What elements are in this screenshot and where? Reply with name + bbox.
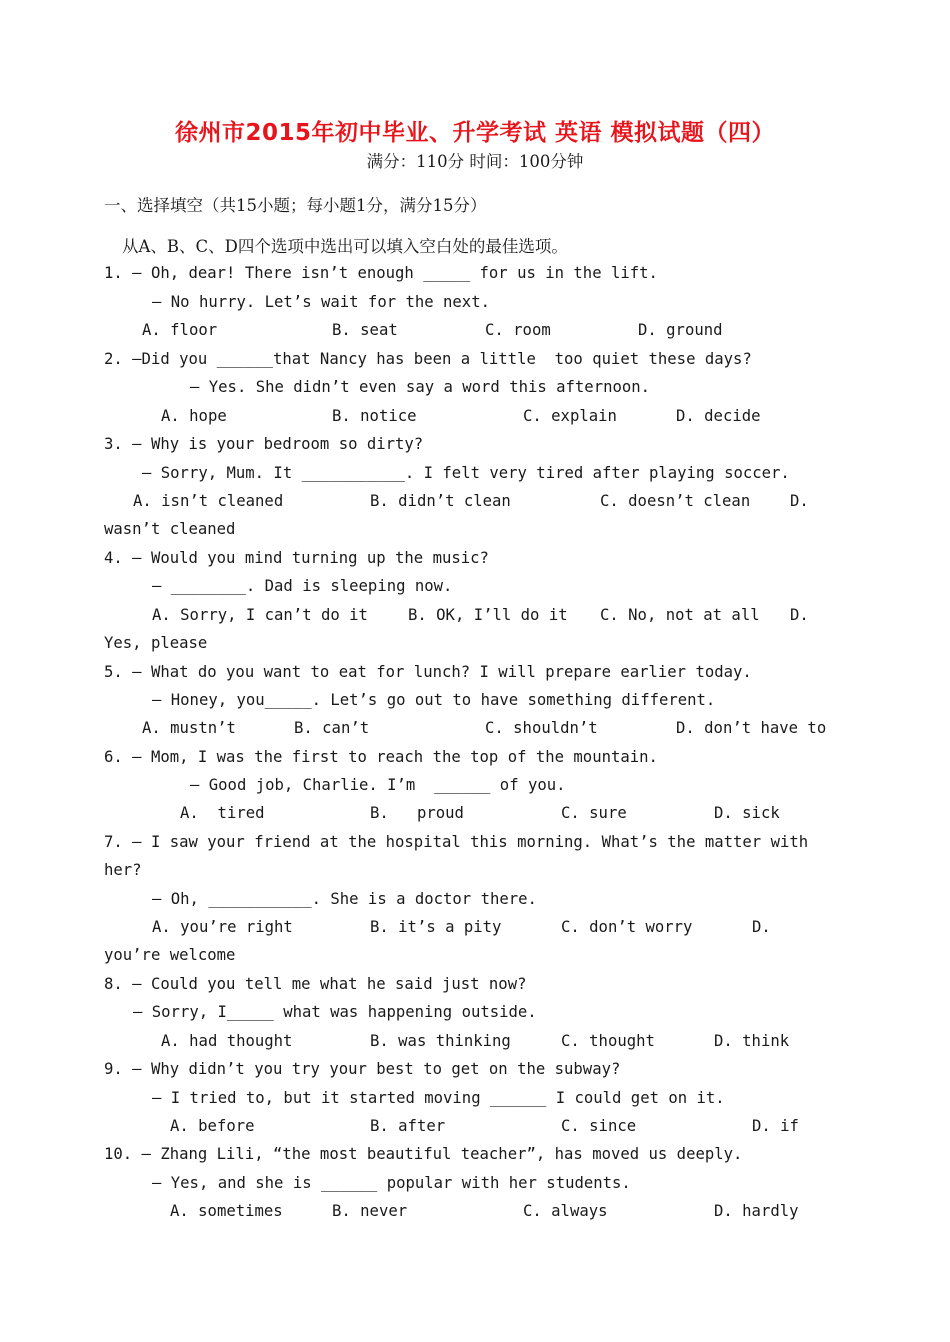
question-7-option-d-text: you’re welcome xyxy=(104,946,236,964)
question-4-reply: — ________. Dad is sleeping now. xyxy=(152,577,453,595)
question-2-reply: — Yes. She didn’t even say a word this afternoon. xyxy=(190,378,651,396)
question-3-reply: — Sorry, Mum. It ___________. I felt very tired after playing soccer. xyxy=(142,464,790,482)
question-10-option-d: D. hardly xyxy=(714,1202,799,1220)
question-5-stem: 5. — What do you want to eat for lunch? I will prepare earlier today. xyxy=(104,663,752,681)
question-3-option-c: C. doesn’t clean xyxy=(600,492,751,510)
question-1-option-b: B. seat xyxy=(332,321,398,339)
question-6-option-d: D. sick xyxy=(714,804,780,822)
question-8-option-d: D. think xyxy=(714,1032,790,1050)
question-10-option-a: A. sometimes xyxy=(170,1202,283,1220)
question-2-option-a: A. hope xyxy=(161,407,227,425)
question-8-stem: 8. — Could you tell me what he said just now? xyxy=(104,975,527,993)
question-8-option-a: A. had thought xyxy=(161,1032,293,1050)
question-5-option-c: C. shouldn’t xyxy=(485,719,598,737)
question-9-reply: — I tried to, but it started moving ______ I could get on it. xyxy=(152,1089,725,1107)
question-1-option-d: D. ground xyxy=(638,321,723,339)
question-7-option-b: B. it’s a pity xyxy=(370,918,502,936)
question-9-option-a: A. before xyxy=(170,1117,255,1135)
question-6-reply: — Good job, Charlie. I’m ______ of you. xyxy=(190,776,566,794)
question-5-option-b: B. can’t xyxy=(294,719,370,737)
question-6-option-b: B. proud xyxy=(370,804,464,822)
question-7-option-c: C. don’t worry xyxy=(561,918,693,936)
question-9-option-b: B. after xyxy=(370,1117,446,1135)
question-1-option-c: C. room xyxy=(485,321,551,339)
question-5-option-d: D. don’t have to xyxy=(676,719,827,737)
section-instruction: 从A、B、C、D四个选项中选出可以填入空白处的最佳选项。 xyxy=(122,237,568,256)
question-10-option-c: C. always xyxy=(523,1202,608,1220)
question-1-stem: 1. — Oh, dear! There isn’t enough _____ for us in the lift. xyxy=(104,264,658,282)
question-9-stem: 9. — Why didn’t you try your best to get on the subway? xyxy=(104,1060,621,1078)
question-2-stem: 2. —Did you ______that Nancy has been a little too quiet these days? xyxy=(104,350,752,368)
question-10-stem: 10. — Zhang Lili, “the most beautiful teacher”, has moved us deeply. xyxy=(104,1145,743,1163)
question-4-option-d-text: Yes, please xyxy=(104,634,208,652)
question-6-stem: 6. — Mom, I was the first to reach the top of the mountain. xyxy=(104,748,658,766)
question-4-option-d: D. xyxy=(790,606,809,624)
question-9-option-d: D. if xyxy=(752,1117,799,1135)
question-4-option-a: A. Sorry, I can’t do it xyxy=(152,606,368,624)
question-6-option-a: A. tired xyxy=(180,804,265,822)
section-heading: 一、选择填空（共15小题；每小题1分，满分15分） xyxy=(104,196,487,215)
question-8-option-b: B. was thinking xyxy=(370,1032,511,1050)
exam-meta: 满分：110分 时间：100分钟 xyxy=(366,152,584,171)
question-9-option-c: C. since xyxy=(561,1117,637,1135)
question-10-option-b: B. never xyxy=(332,1202,408,1220)
question-5-option-a: A. mustn’t xyxy=(142,719,236,737)
question-3-stem: 3. — Why is your bedroom so dirty? xyxy=(104,435,424,453)
question-7-option-a: A. you’re right xyxy=(152,918,293,936)
question-8-option-c: C. thought xyxy=(561,1032,655,1050)
question-4-option-b: B. OK, I’ll do it xyxy=(408,606,568,624)
question-8-reply: — Sorry, I_____ what was happening outside. xyxy=(133,1003,537,1021)
exam-title: 徐州市2015年初中毕业、升学考试 英语 模拟试题（四） xyxy=(174,120,776,146)
question-7-option-d: D. xyxy=(752,918,771,936)
question-4-option-c: C. No, not at all xyxy=(600,606,760,624)
question-10-reply: — Yes, and she is ______ popular with her students. xyxy=(152,1174,631,1192)
question-7-reply: — Oh, ___________. She is a doctor there. xyxy=(152,890,537,908)
question-1-option-a: A. floor xyxy=(142,321,218,339)
question-3-option-b: B. didn’t clean xyxy=(370,492,511,510)
question-2-option-b: B. notice xyxy=(332,407,417,425)
question-6-option-c: C. sure xyxy=(561,804,627,822)
question-4-stem: 4. — Would you mind turning up the music? xyxy=(104,549,489,567)
question-3-option-a: A. isn’t cleaned xyxy=(133,492,284,510)
question-2-option-d: D. decide xyxy=(676,407,761,425)
question-2-option-c: C. explain xyxy=(523,407,617,425)
question-1-reply: — No hurry. Let’s wait for the next. xyxy=(152,293,490,311)
question-7-stem: 7. — I saw your friend at the hospital this morning. What’s the matter with xyxy=(104,833,809,851)
question-3-option-d: D. xyxy=(790,492,809,510)
question-3-option-d-text: wasn’t cleaned xyxy=(104,520,236,538)
question-7-stem-cont: her? xyxy=(104,861,142,879)
question-5-reply: — Honey, you_____. Let’s go out to have something different. xyxy=(152,691,716,709)
